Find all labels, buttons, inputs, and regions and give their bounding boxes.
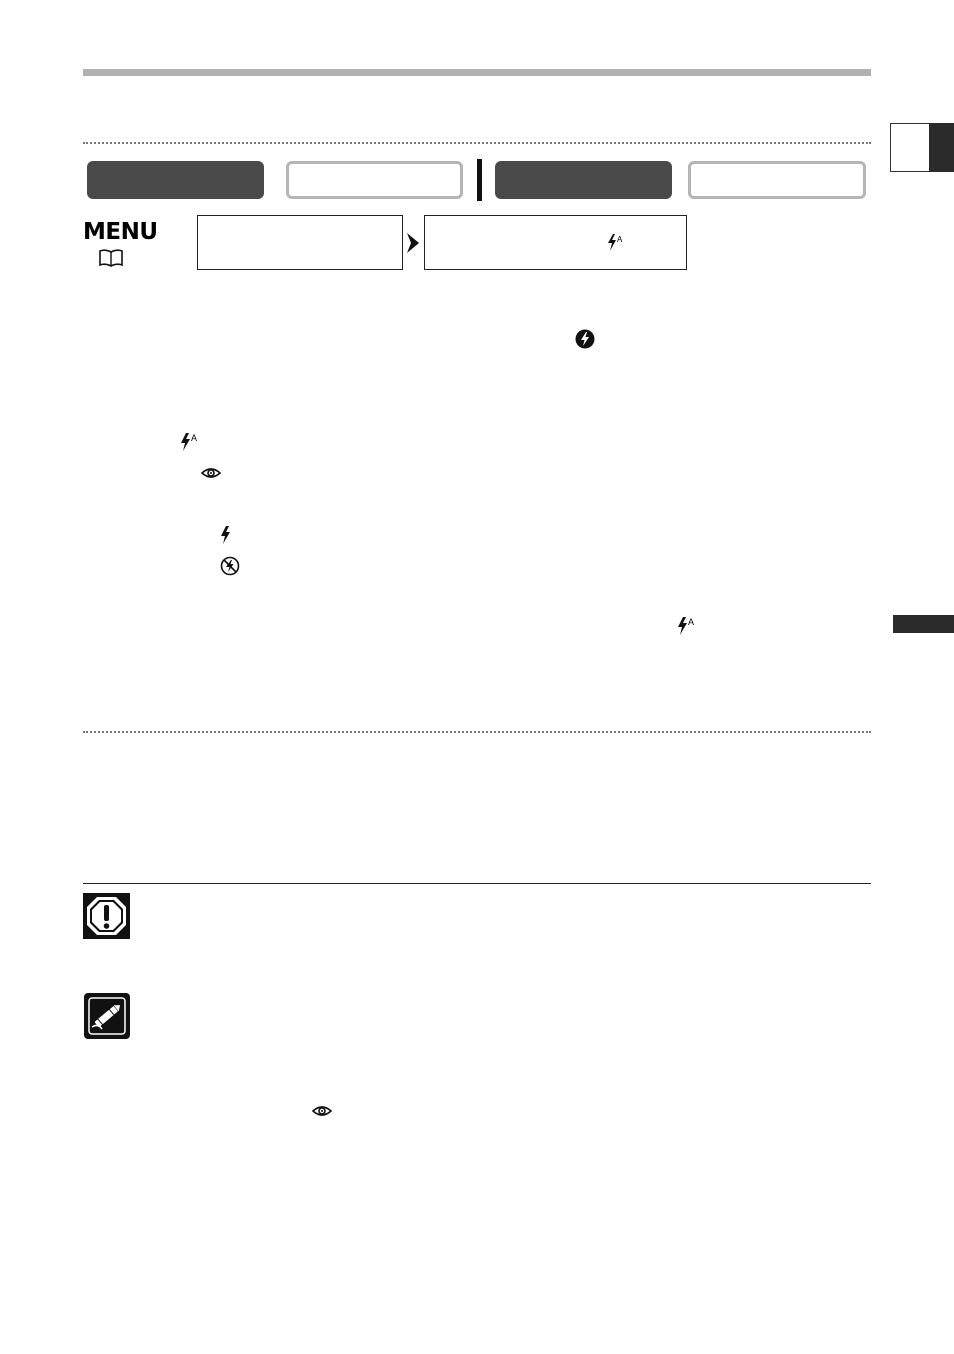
flash-auto-icon	[180, 433, 200, 452]
mode-tab-1	[87, 161, 264, 199]
menu-label: MENU	[83, 219, 158, 245]
red-eye-reduction-icon	[312, 1104, 332, 1118]
caution-exclamation-icon	[83, 893, 130, 939]
mode-tab-3	[495, 161, 672, 199]
flash-on-icon	[220, 526, 232, 545]
svg-text:A: A	[191, 433, 198, 443]
chapter-index-black	[929, 123, 954, 172]
mode-tab-2	[286, 161, 463, 199]
chapter-index-white	[890, 123, 930, 172]
menu-path-box-1	[197, 215, 403, 270]
red-eye-reduction-icon	[201, 466, 221, 480]
note-pencil-icon	[84, 993, 130, 1039]
chapter-index-tab	[890, 123, 954, 172]
book-reference-icon	[98, 249, 124, 267]
flash-auto-icon	[677, 617, 697, 636]
flash-off-icon	[220, 556, 240, 576]
header-bar	[83, 69, 871, 76]
notes-rule	[83, 883, 871, 884]
svg-text:A: A	[617, 235, 623, 244]
menu-path-box-2	[424, 215, 687, 270]
section-index-tab	[893, 615, 954, 633]
mode-tab-4	[688, 161, 866, 199]
double-chevron-right-icon	[405, 232, 421, 254]
flash-circle-icon	[575, 329, 595, 349]
dotted-separator-top	[83, 142, 871, 144]
svg-text:A: A	[688, 617, 695, 627]
dotted-separator-bottom	[83, 731, 871, 733]
mode-divider	[477, 159, 482, 201]
flash-auto-icon	[607, 234, 624, 257]
